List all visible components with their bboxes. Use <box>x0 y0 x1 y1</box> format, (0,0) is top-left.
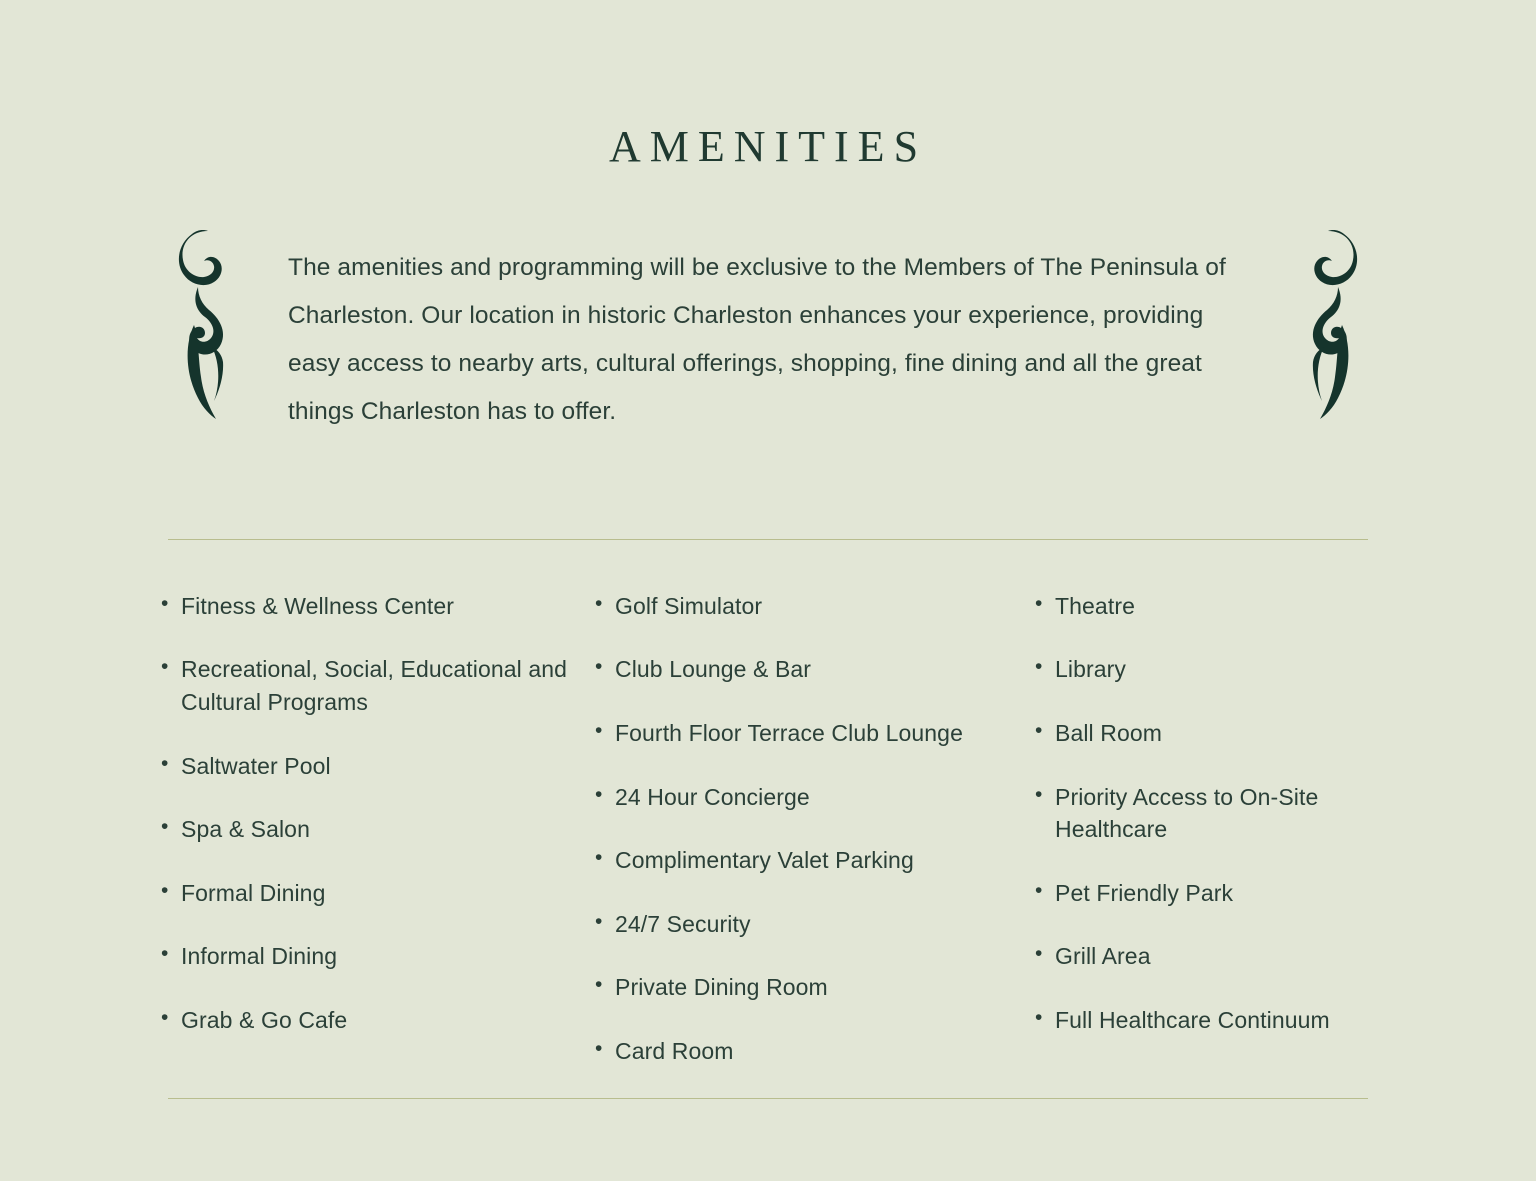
intro-section <box>158 219 1378 460</box>
list-item: • Complimentary Valet Parking <box>593 844 1015 877</box>
amenities-list-3 <box>1033 590 1365 1037</box>
amenities-column-1 <box>153 590 593 1068</box>
list-item: • Theatre <box>1033 590 1365 623</box>
list-item: • 24/7 Security <box>593 908 1015 941</box>
list-item: • Pet Friendly Park <box>1033 877 1365 910</box>
list-item: • Saltwater Pool <box>159 750 575 783</box>
list-item: • Recreational, Social, Educational and Cultural Programs <box>159 653 575 718</box>
list-item: • Club Lounge & Bar <box>593 653 1015 686</box>
page-title: AMENITIES <box>608 122 928 172</box>
list-item: • 24 Hour Concierge <box>593 781 1015 814</box>
list-item: • Grab & Go Cafe <box>159 1004 575 1037</box>
amenities-list-2 <box>593 590 1015 1068</box>
list-item: • Fourth Floor Terrace Club Lounge <box>593 717 1015 750</box>
list-item: • Full Healthcare Continuum <box>1033 1004 1365 1037</box>
right-flourish-ornament <box>1288 219 1378 420</box>
amenities-list-1 <box>159 590 575 1037</box>
list-item: • Card Room <box>593 1035 1015 1068</box>
divider-top <box>168 539 1368 540</box>
amenities-page <box>0 29 1536 1181</box>
list-item: • Informal Dining <box>159 940 575 973</box>
divider-bottom <box>168 1098 1368 1099</box>
list-item: • Grill Area <box>1033 940 1365 973</box>
list-item: • Library <box>1033 653 1365 686</box>
list-item: • Golf Simulator <box>593 590 1015 623</box>
list-item: • Private Dining Room <box>593 971 1015 1004</box>
amenities-columns <box>153 590 1383 1068</box>
amenities-column-2 <box>593 590 1033 1068</box>
list-item: • Ball Room <box>1033 717 1365 750</box>
amenities-column-3 <box>1033 590 1383 1068</box>
left-flourish-ornament <box>158 219 248 420</box>
intro-paragraph: The amenities and programming will be exclusive to the Members of The Peninsula of Charleston. Our location in historic Charleston enhances your experience, providing easy access to nearby arts, cultural offerings, shopping, fine dining and all the great things Charleston has to offer. <box>288 253 1226 426</box>
list-item: • Priority Access to On-Site Healthcare <box>1033 781 1365 846</box>
list-item: • Formal Dining <box>159 877 575 910</box>
list-item: • Fitness & Wellness Center <box>159 590 575 623</box>
list-item: • Spa & Salon <box>159 813 575 846</box>
